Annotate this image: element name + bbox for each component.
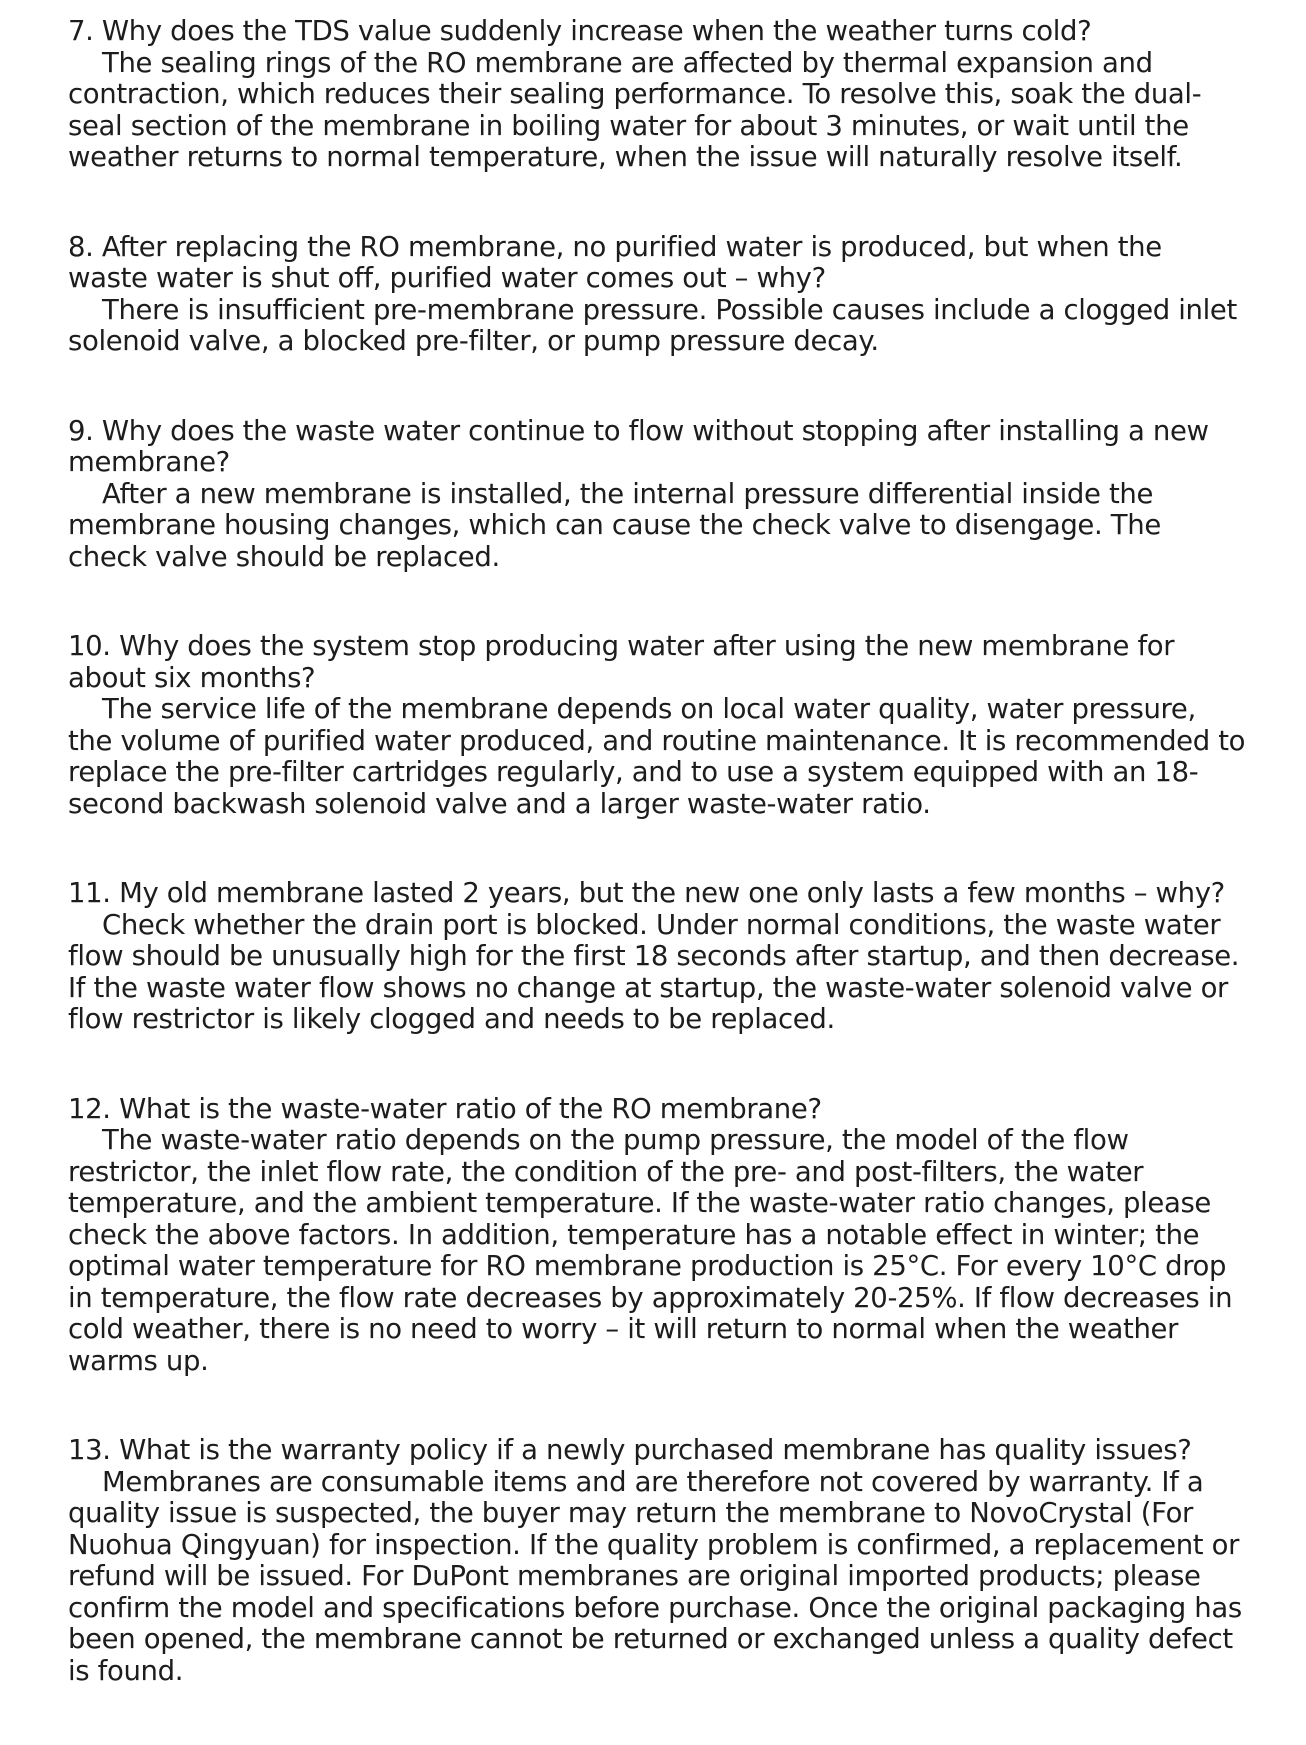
answer-9: After a new membrane is installed, the internal pressure differential inside the membrane housing changes, which can cause the check valve to disengage. The check valve should be replaced. (68, 477, 1161, 573)
question-7: 7. Why does the TDS value suddenly increase when the weather turns cold? (68, 15, 1092, 47)
faq-document (68, 16, 1248, 1745)
faq-item-9 (68, 416, 1248, 574)
faq-item-8 (68, 232, 1248, 358)
answer-12: The waste-water ratio depends on the pump pressure, the model of the flow restrictor, the inlet flow rate, the condition of the pre- and post-filters, the water temperature, and the ambient temperature. If the waste-water ratio changes, please check the above factors. In addition, temperature has a notable effect in winter; the optimal water temperature for RO membrane production is 25°C. For every 10°C drop in temperature, the flow rate decreases by approximately 20-25%. If flow decreases in cold weather, there is no need to worry – it will return to normal when the weather warms up. (68, 1124, 1233, 1377)
faq-item-10 (68, 631, 1248, 820)
question-13: 13. What is the warranty policy if a newly purchased membrane has quality issues? (68, 1434, 1192, 1466)
faq-item-11 (68, 878, 1248, 1036)
faq-item-13 (68, 1435, 1248, 1687)
answer-11: Check whether the drain port is blocked. Under normal conditions, the waste water flow should be unusually high for the first 18 seconds after startup, and then decrease. If the waste water flow shows no change at startup, the waste-water solenoid valve or flow restrictor is likely clogged and needs to be replaced. (68, 908, 1240, 1035)
faq-item-7 (68, 16, 1248, 174)
answer-13: Membranes are consumable items and are therefore not covered by warranty. If a quality issue is suspected, the buyer may return the membrane to NovoCrystal (For Nuohua Qingyuan) for inspection. If the quality problem is confirmed, a replacement or refund will be issued. For DuPont membranes are original imported products; please confirm the model and specifications before purchase. Once the original packaging has been opened, the membrane cannot be returned or exchanged unless a quality defect is found. (68, 1465, 1242, 1687)
answer-7: The sealing rings of the RO membrane are affected by thermal expansion and contraction, which reduces their sealing performance. To resolve this, soak the dual-seal section of the membrane in boiling water for about 3 minutes, or wait until the weather returns to normal temperature, when the issue will naturally resolve itself. (68, 46, 1202, 173)
answer-10: The service life of the membrane depends on local water quality, water pressure, the volume of purified water produced, and routine maintenance. It is recommended to replace the pre-filter cartridges regularly, and to use a system equipped with an 18-second backwash solenoid valve and a larger waste-water ratio. (68, 693, 1246, 820)
question-9: 9. Why does the waste water continue to flow without stopping after installing a new membrane? (68, 414, 1209, 478)
answer-8: There is insufficient pre-membrane pressure. Possible causes include a clogged inlet solenoid valve, a blocked pre-filter, or pump pressure decay. (68, 293, 1237, 357)
question-12: 12. What is the waste-water ratio of the RO membrane? (68, 1092, 822, 1125)
question-11: 11. My old membrane lasted 2 years, but the new one only lasts a few months – why? (68, 877, 1225, 909)
faq-item-12 (68, 1094, 1248, 1378)
question-10: 10. Why does the system stop producing water after using the new membrane for about six months? (68, 630, 1175, 694)
question-8: 8. After replacing the RO membrane, no purified water is produced, but when the waste water is shut off, purified water comes out – why? (68, 230, 1162, 294)
